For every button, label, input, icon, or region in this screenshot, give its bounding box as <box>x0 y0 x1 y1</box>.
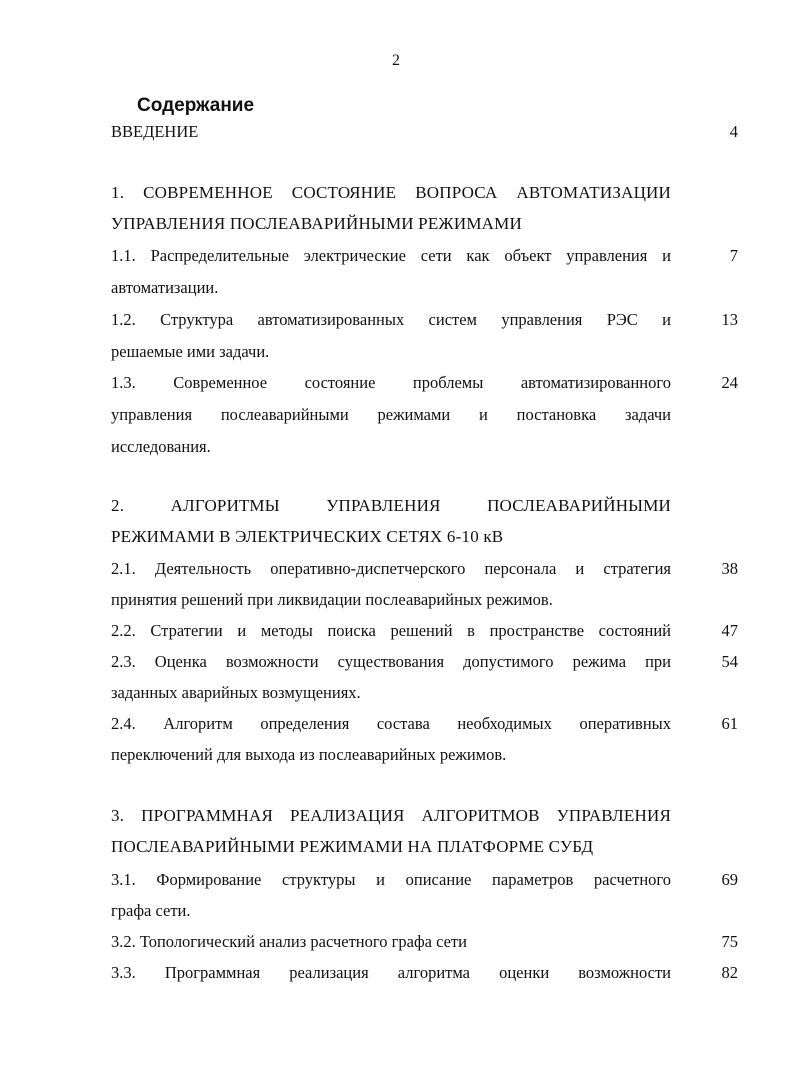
ch1-s1-page: 7 <box>729 246 738 265</box>
ch2-s4-line2: переключений для выхода из послеаварийных режимов. <box>111 745 507 764</box>
ch3-s1-page: 69 <box>721 870 738 889</box>
ch1-heading-line1: 1. СОВРЕМЕННОЕ СОСТОЯНИЕ ВОПРОСА АВТОМАТИЗАЦИИ <box>111 183 671 202</box>
ch2-heading-line2: РЕЖИМАМИ В ЭЛЕКТРИЧЕСКИХ СЕТЯХ 6-10 кВ <box>111 527 504 546</box>
ch1-s1-line1: 1.1. Распределительные электрические сети как объект управления и <box>111 246 671 265</box>
ch2-s2-line1: 2.2. Стратегии и методы поиска решений в пространстве состояний <box>111 621 671 640</box>
toc-title: Содержание <box>137 95 255 116</box>
ch2-s3-line1: 2.3. Оценка возможности существования допустимого режима при <box>111 652 671 671</box>
ch1-s2-line1: 1.2. Структура автоматизированных систем управления РЭС и <box>111 310 671 329</box>
ch2-s1-page: 38 <box>721 559 738 578</box>
ch2-s4-page: 61 <box>721 714 738 733</box>
ch1-s1-line2: автоматизации. <box>111 278 219 297</box>
ch2-s4-line1: 2.4. Алгоритм определения состава необходимых оперативных <box>111 714 671 733</box>
ch3-heading-line2: ПОСЛЕАВАРИЙНЫМИ РЕЖИМАМИ НА ПЛАТФОРМЕ СУБД <box>111 837 594 856</box>
ch2-s1-line1: 2.1. Деятельность оперативно-диспетчерского персонала и стратегия <box>111 559 671 578</box>
ch3-s3-line1: 3.3. Программная реализация алгоритма оценки возможности <box>111 963 671 982</box>
ch3-s3-page: 82 <box>721 963 738 982</box>
ch2-s1-line2: принятия решений при ликвидации послеаварийных режимов. <box>111 590 553 609</box>
ch2-s3-line2: заданных аварийных возмущениях. <box>111 683 361 702</box>
ch1-heading-line2: УПРАВЛЕНИЯ ПОСЛЕАВАРИЙНЫМИ РЕЖИМАМИ <box>111 214 522 233</box>
ch1-s3-page: 24 <box>721 373 738 392</box>
ch2-s3-page: 54 <box>721 652 738 671</box>
ch2-s2-page: 47 <box>721 621 738 640</box>
ch3-s1-line2: графа сети. <box>111 901 191 920</box>
ch3-s2-page: 75 <box>721 932 738 951</box>
ch1-s3-line3: исследования. <box>111 437 211 456</box>
ch3-heading-line1: 3. ПРОГРАММНАЯ РЕАЛИЗАЦИЯ АЛГОРИТМОВ УПРАВЛЕНИЯ <box>111 806 671 825</box>
ch1-s3-line2: управления послеаварийными режимами и постановка задачи <box>111 405 671 424</box>
ch1-s3-line1: 1.3. Современное состояние проблемы автоматизированного <box>111 373 671 392</box>
toc-intro-page: 4 <box>729 122 738 141</box>
ch2-heading-line1: 2. АЛГОРИТМЫ УПРАВЛЕНИЯ ПОСЛЕАВАРИЙНЫМИ <box>111 496 671 515</box>
ch1-s2-line2: решаемые ими задачи. <box>111 342 270 361</box>
ch3-s2-line1: 3.2. Топологический анализ расчетного графа сети <box>111 932 467 951</box>
ch1-s2-page: 13 <box>721 310 738 329</box>
ch3-s1-line1: 3.1. Формирование структуры и описание параметров расчетного <box>111 870 671 889</box>
toc-intro: ВВЕДЕНИЕ <box>111 122 199 141</box>
page-number: 2 <box>392 52 400 69</box>
